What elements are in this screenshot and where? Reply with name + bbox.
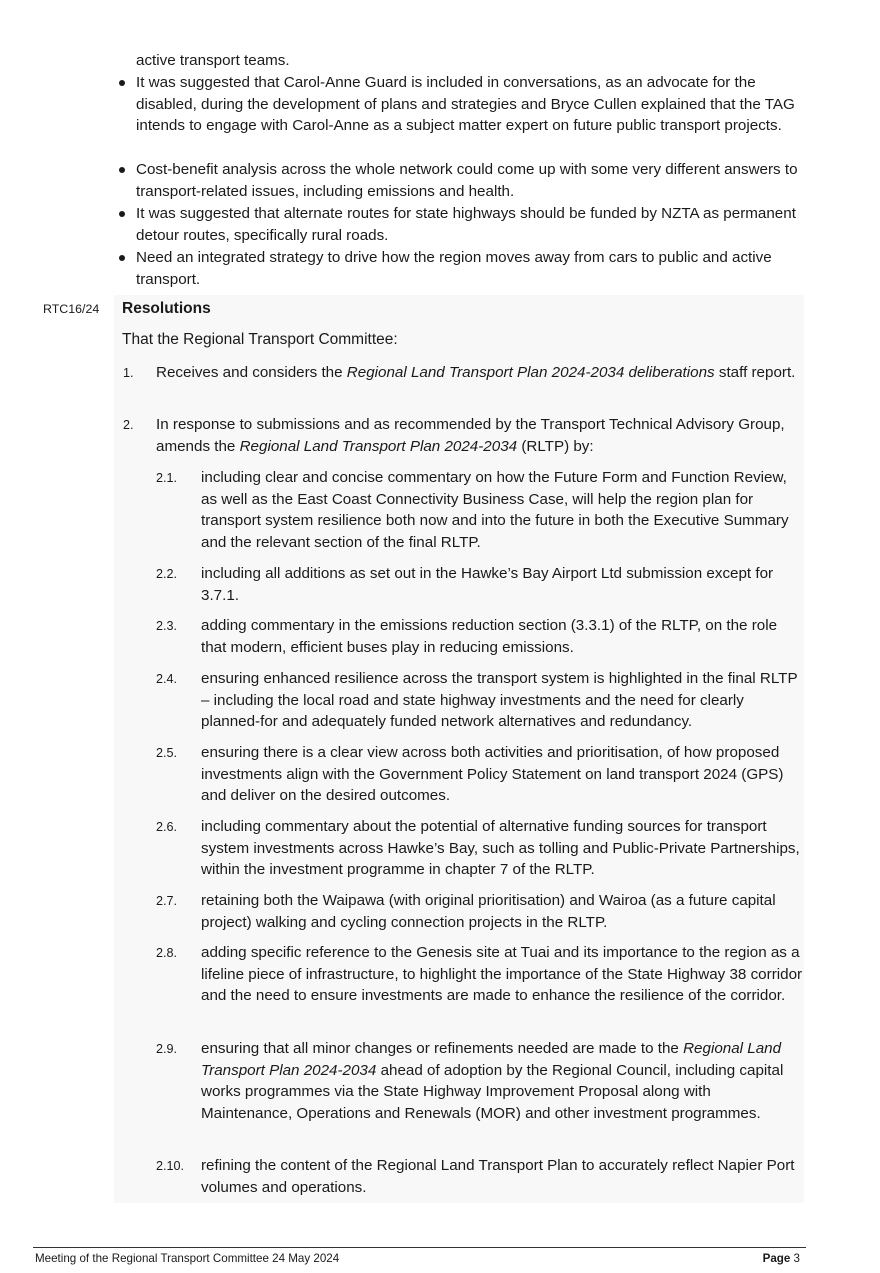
bullet-item	[118, 72, 808, 158]
resolution-subitem	[156, 467, 804, 553]
resolution-subitem	[156, 668, 804, 733]
resolution-item-2	[123, 414, 803, 457]
resolution-subitem	[156, 890, 804, 933]
bullet-dot-icon	[119, 80, 125, 86]
minute-number: RTC16/24	[43, 302, 100, 316]
resolution-subitem	[156, 563, 804, 606]
item-text: ensuring enhanced resilience across the transport system is highlighted in the final RLTP – including the local road and state highway investments and the need for clearly planned-for and adequately funded network alternatives and redundancy.	[201, 670, 798, 731]
item-number: 1.	[123, 366, 134, 380]
continued-text: active transport teams.	[136, 52, 290, 69]
item-text: Receives and considers the Regional Land Transport Plan 2024-2034 deliberations staff report.	[156, 364, 796, 381]
item-text: refining the content of the Regional Land Transport Plan to accurately reflect Napier Port volumes and operations.	[201, 1157, 795, 1196]
item-text: adding specific reference to the Genesis site at Tuai and its importance to the region as a lifeline piece of infrastructure, to highlight the importance of the State Highway 38 corridor and the need to ensure investments are made to enhance the resilience of the corridor.	[201, 944, 803, 1005]
footer-divider	[33, 1247, 806, 1248]
item-text: ensuring there is a clear view across both activities and prioritisation, of how proposed investments align with the Government Policy Statement on land transport 2024 (GPS) and deliver on the desired outcomes.	[201, 744, 784, 805]
item-text: In response to submissions and as recommended by the Transport Technical Advisory Group, amends the Regional Land Transport Plan 2024-2034 (RLTP) by:	[156, 416, 785, 455]
bullet-dot-icon	[119, 211, 125, 217]
resolution-subitem	[156, 942, 804, 1007]
item-number: 2.10.	[156, 1159, 185, 1173]
item-number: 2.1.	[156, 471, 178, 485]
bullet-text: Cost-benefit analysis across the whole network could come up with some very different answers to transport-related issues, including emissions and health.	[136, 161, 798, 200]
resolution-item-1	[123, 362, 803, 384]
item-text: including clear and concise commentary on how the Future Form and Function Review, as well as the East Coast Connectivity Business Case, will help the region plan for transport system resilience both now and into the future in both the Executive Summary and the relevant section of the final RLTP.	[201, 469, 789, 551]
item-number: 2.7.	[156, 894, 178, 908]
resolution-subitem	[156, 615, 804, 658]
item-number: 2.4.	[156, 672, 178, 686]
bullet-text: It was suggested that alternate routes for state highways should be funded by NZTA as permanent detour routes, specifically rural roads.	[136, 205, 796, 244]
item-number: 2.	[123, 418, 134, 432]
item-number: 2.5.	[156, 746, 178, 760]
item-text: adding commentary in the emissions reduction section (3.3.1) of the RLTP, on the role that modern, efficient buses play in reducing emissions.	[201, 617, 778, 656]
item-text: ensuring that all minor changes or refinements needed are made to the Regional Land Transport Plan 2024-2034 ahead of adoption by the Regional Council, including capital works programmes via the State Highway Improvement Proposal along with Maintenance, Operations and Renewals (MOR) and other investment programmes.	[201, 1040, 784, 1122]
footer-meeting-title: Meeting of the Regional Transport Committee 24 May 2024	[35, 1252, 340, 1265]
resolutions-intro: That the Regional Transport Committee:	[122, 331, 398, 348]
bullet-text: It was suggested that Carol-Anne Guard is included in conversations, as an advocate for the disabled, during the development of plans and strategies and Bryce Cullen explained that the TAG intends to engage with Carol-Anne as a subject matter expert on future public transport projects.	[136, 74, 795, 134]
resolution-subitem	[156, 742, 804, 807]
bullet-item	[118, 247, 808, 290]
bullet-dot-icon	[119, 167, 125, 173]
item-number: 2.2.	[156, 567, 178, 581]
bullet-item	[118, 203, 808, 246]
resolution-subitem	[156, 816, 804, 881]
resolutions-heading: Resolutions	[122, 300, 211, 317]
item-number: 2.6.	[156, 820, 178, 834]
discussion-bullet-list	[118, 72, 808, 291]
item-text: including all additions as set out in the Hawke’s Bay Airport Ltd submission except for 3.7.1.	[201, 565, 774, 604]
item-text: including commentary about the potential of alternative funding sources for transport system investments across Hawke’s Bay, such as tolling and Public-Private Partnerships, within the investment programme in chapter 7 of the RLTP.	[201, 818, 800, 879]
item-number: 2.3.	[156, 619, 178, 633]
footer-page-number: Page 3	[762, 1252, 800, 1265]
item-number: 2.9.	[156, 1042, 178, 1056]
item-number: 2.8.	[156, 946, 178, 960]
resolution-subitem	[156, 1038, 804, 1124]
resolution-subitem	[156, 1155, 804, 1198]
bullet-text: Need an integrated strategy to drive how the region moves away from cars to public and active transport.	[136, 249, 772, 288]
item-text: retaining both the Waipawa (with original prioritisation) and Wairoa (as a future capital project) walking and cycling connection projects in the RLTP.	[201, 892, 776, 931]
bullet-item	[118, 159, 808, 202]
bullet-dot-icon	[119, 255, 125, 261]
